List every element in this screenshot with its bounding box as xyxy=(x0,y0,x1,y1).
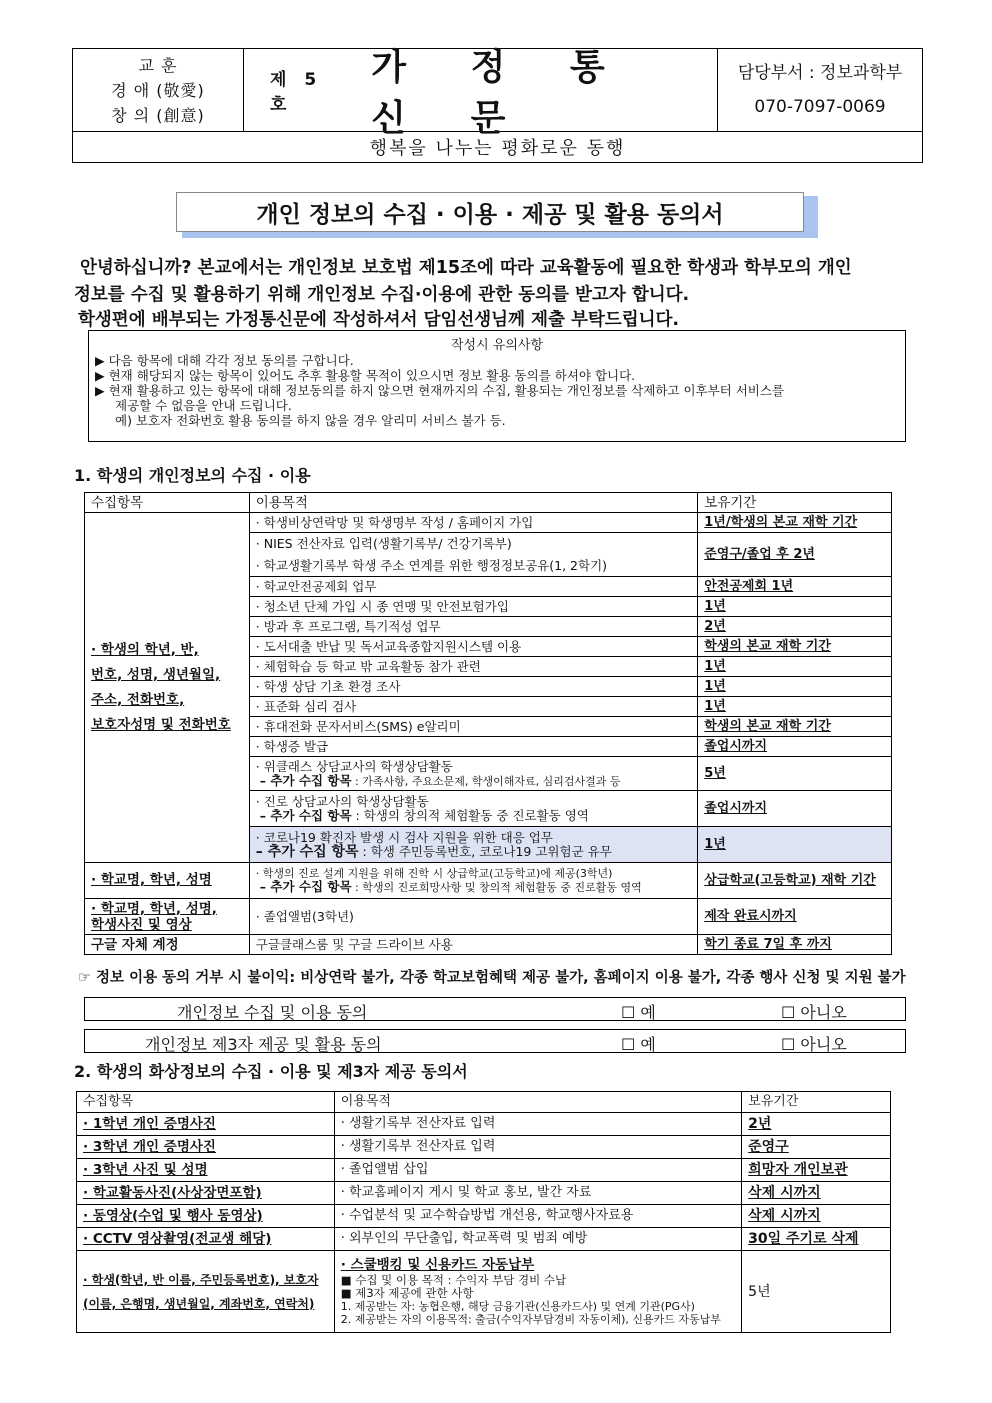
item-cell: · 3학년 사진 및 성명 xyxy=(77,1159,335,1182)
consent-collection-label: 개인정보 수집 및 이용 동의 xyxy=(177,1003,368,1022)
group1-label-2: 번호, 성명, 생년월일, xyxy=(91,666,221,683)
bank-line-4: 2. 제공받는 자의 이용목적: 출금(수익자부담경비 자동이체), 신용카드 자동납부 xyxy=(340,1313,721,1326)
item-cell: · 학교명, 학년, 성명 xyxy=(85,863,250,899)
col-header-item: 수집항목 xyxy=(77,1092,335,1113)
period-cell: 학기 종료 7일 후 까지 xyxy=(698,935,892,955)
group1-label-4: 보호자성명 및 전화번호 xyxy=(91,716,231,733)
period-cell: 졸업시까지 xyxy=(698,737,892,757)
section-2-heading: 2. 학생의 화상정보의 수집 · 이용 및 제3자 제공 동의서 xyxy=(74,1062,468,1081)
table-row xyxy=(77,1113,891,1136)
bank-item-line-1: · 학생(학년, 반 이름, 주민등록번호), 보호자 xyxy=(83,1272,319,1287)
purpose-cell: · 학생증 발급 xyxy=(249,737,697,757)
period-cell: 1년 xyxy=(698,657,892,677)
purpose-cell xyxy=(334,1251,741,1333)
purpose-cell: · 방과 후 프로그램, 특기적성 업무 xyxy=(249,617,697,637)
table-row xyxy=(85,899,892,935)
department-phone: 070-7097-0069 xyxy=(754,97,886,117)
bank-line-1: ■ 수집 및 이용 목적 : 수익자 부담 경비 수납 xyxy=(340,1273,567,1287)
newsletter-title: 가 정 통 신 문 xyxy=(371,46,631,139)
consent-thirdparty-yes-checkbox[interactable]: ☐ 예 xyxy=(621,1035,656,1054)
personal-info-table xyxy=(84,492,892,955)
bank-item-line-2: (이름, 은행명, 생년월일, 계좌번호, 연락처) xyxy=(83,1296,315,1311)
group1-label-1: · 학생의 학년, 반, xyxy=(91,641,199,658)
note-1: ▶ 다음 항목에 대해 각각 정보 동의를 구합니다. xyxy=(95,353,354,368)
item-cell: · CCTV 영상촬영(전교생 해당) xyxy=(77,1228,335,1251)
intro-line-3: 학생편에 배부되는 가정통신문에 작성하셔서 담임선생님께 제출 부탁드립니다. xyxy=(78,310,680,330)
item-cell: · 학교활동사진(사상장면포함) xyxy=(77,1182,335,1205)
col-header-purpose: 이용목적 xyxy=(249,493,697,513)
period-cell: 2년 xyxy=(742,1113,891,1136)
purpose-cell: · 졸업앨범(3학년) xyxy=(249,899,697,935)
group1-items xyxy=(85,513,250,863)
item-line-2: 학생사진 및 영상 xyxy=(91,916,192,933)
section-1-heading: 1. 학생의 개인정보의 수집 · 이용 xyxy=(74,466,311,485)
period-cell: 2년 xyxy=(698,617,892,637)
additional-items-label: – 추가 수집 항목 xyxy=(259,807,352,823)
purpose-cell: · 학교홈페이지 게시 및 학교 홍보, 발간 자료 xyxy=(334,1182,741,1205)
purpose-cell: 구글클래스룸 및 구글 드라이브 사용 xyxy=(249,935,697,955)
purpose-cell: · 외부인의 무단출입, 학교폭력 및 범죄 예방 xyxy=(334,1228,741,1251)
group1-label-3: 주소, 전화번호, xyxy=(91,691,185,708)
period-cell: 준영구/졸업 후 2년 xyxy=(698,533,892,577)
item-line-1: · 학교명, 학년, 성명, xyxy=(91,900,217,917)
period-cell: 1년 xyxy=(698,597,892,617)
additional-items-label: – 추가 수집 항목 xyxy=(259,879,352,894)
bank-line-2: ■ 제3자 제공에 관한 사항 xyxy=(340,1286,474,1300)
purpose-line-1: · 위클래스 상담교사의 학생상담활동 xyxy=(255,758,453,774)
col-header-period: 보유기간 xyxy=(742,1092,891,1113)
table-row xyxy=(77,1228,891,1251)
note-4: 예) 보호자 전화번호 활용 동의를 하지 않을 경우 알리미 서비스 불가 등. xyxy=(115,413,506,428)
period-cell: 삭제 시까지 xyxy=(742,1182,891,1205)
table-row xyxy=(85,513,892,533)
motto-line-1: 경 애 (敬愛) xyxy=(111,80,205,100)
table-header-row xyxy=(77,1092,891,1113)
period-cell: 학생의 본교 재학 기간 xyxy=(698,717,892,737)
col-header-purpose: 이용목적 xyxy=(334,1092,741,1113)
period-cell: 1년/학생의 본교 재학 기간 xyxy=(698,513,892,533)
purpose-line-1: · NIES 전산자료 입력(생활기록부/ 건강기록부) xyxy=(255,535,512,551)
period-cell: 학생의 본교 재학 기간 xyxy=(698,637,892,657)
period-cell: 삭제 시까지 xyxy=(742,1205,891,1228)
table-row xyxy=(77,1205,891,1228)
additional-items-label: – 추가 수집 항목 xyxy=(259,772,352,788)
period-cell: 1년 xyxy=(698,697,892,717)
department-info xyxy=(718,49,922,131)
department-name: 담당부서 : 정보과학부 xyxy=(737,63,903,83)
table-row xyxy=(77,1159,891,1182)
table-row xyxy=(77,1136,891,1159)
item-cell: · 3학년 개인 증명사진 xyxy=(77,1136,335,1159)
period-cell: 안전공제회 1년 xyxy=(698,577,892,597)
intro-line-1: 안녕하십니까? 본교에서는 개인정보 보호법 제15조에 따라 교육활동에 필요한 학생과 학부모의 개인 xyxy=(80,258,852,278)
period-cell: 희망자 개인보관 xyxy=(742,1159,891,1182)
bank-line-3: 1. 제공받는 자: 농협은행, 해당 금융기관(신용카드사) 및 연계 기관(PG사) xyxy=(340,1300,695,1313)
table-row xyxy=(85,935,892,955)
additional-items-text: : 학생의 창의적 체험활동 중 진로활동 영역 xyxy=(351,807,589,823)
period-cell: 상급학교(고등학교) 재학 기간 xyxy=(698,863,892,899)
consent-thirdparty-row xyxy=(84,1029,906,1053)
issue-number: 제 5 호 xyxy=(270,70,323,115)
purpose-cell: · 생활기록부 전산자료 입력 xyxy=(334,1136,741,1159)
col-header-period: 보유기간 xyxy=(698,493,892,513)
refusal-disadvantage-note: ☞ 정보 이용 동의 거부 시 불이익: 비상연락 불가, 각종 학교보험혜택 제공 불가, 홈페이지 이용 불가, 각종 행사 신청 및 지원 불가 xyxy=(78,970,906,986)
purpose-cell: · 도서대출 반납 및 독서교육종합지원시스템 이용 xyxy=(249,637,697,657)
purpose-cell xyxy=(249,827,697,863)
purpose-cell xyxy=(249,791,697,827)
image-info-table xyxy=(76,1091,891,1333)
table-row xyxy=(77,1251,891,1333)
purpose-line-1: · 학생의 진로 설계 지원을 위해 진학 시 상급학교(고등학교)에 제공(3학년) xyxy=(255,867,613,880)
purpose-cell: · 휴대전화 문자서비스(SMS) e알리미 xyxy=(249,717,697,737)
purpose-cell: · 학교안전공제회 업무 xyxy=(249,577,697,597)
purpose-line-1: · 진로 상담교사의 학생상담활동 xyxy=(255,793,429,809)
document-title: 개인 정보의 수집 · 이용 · 제공 및 활용 동의서 xyxy=(176,192,804,232)
period-cell: 1년 xyxy=(698,677,892,697)
period-cell: 준영구 xyxy=(742,1136,891,1159)
purpose-line-2: · 학교생활기록부 학생 주소 연계를 위한 행정정보공유(1, 2학기) xyxy=(255,557,608,573)
col-header-item: 수집항목 xyxy=(85,493,250,513)
purpose-cell: · 수업분석 및 교수학습방법 개선용, 학교행사자료용 xyxy=(334,1205,741,1228)
table-row xyxy=(85,863,892,899)
item-cell: · 1학년 개인 증명사진 xyxy=(77,1113,335,1136)
additional-items-text: : 학생의 진로희망사항 및 창의적 체험활동 중 진로활동 영역 xyxy=(351,881,642,894)
school-motto xyxy=(73,49,244,131)
school-slogan: 행복을 나누는 평화로운 동행 xyxy=(369,137,626,159)
motto-title: 교 훈 xyxy=(138,55,178,75)
newsletter-header xyxy=(72,48,923,163)
purpose-cell: · 표준화 심리 검사 xyxy=(249,697,697,717)
purpose-cell xyxy=(249,863,697,899)
writing-notes-box xyxy=(88,330,906,442)
consent-collection-yes-checkbox[interactable]: ☐ 예 xyxy=(621,1003,656,1022)
note-2: ▶ 현재 해당되지 않는 항목이 있어도 추후 활용할 목적이 있으시면 정보 활용 동의를 하셔야 합니다. xyxy=(95,368,636,383)
table-header-row xyxy=(85,493,892,513)
motto-line-2: 창 의 (創意) xyxy=(111,105,205,125)
item-cell xyxy=(85,899,250,935)
period-cell: 졸업시까지 xyxy=(698,791,892,827)
purpose-cell: · 생활기록부 전산자료 입력 xyxy=(334,1113,741,1136)
bank-title: · 스쿨뱅킹 및 신용카드 자동납부 xyxy=(340,1257,535,1273)
purpose-cell xyxy=(249,533,697,577)
additional-items-text: : 학생 주민등록번호, 코로나19 고위험군 유무 xyxy=(358,843,612,859)
purpose-line-1: · 코로나19 확진자 발생 시 검사 지원을 위한 대응 업무 xyxy=(255,829,553,845)
item-cell: · 동영상(수업 및 행사 동영상) xyxy=(77,1205,335,1228)
table-row xyxy=(77,1182,891,1205)
purpose-cell xyxy=(249,757,697,791)
item-cell xyxy=(77,1251,335,1333)
item-cell: 구글 자체 계정 xyxy=(85,935,250,955)
intro-line-2: 정보를 수집 및 활용하기 위해 개인정보 수집·이용에 관한 동의를 받고자 합니다. xyxy=(74,285,690,305)
consent-collection-row xyxy=(84,997,906,1021)
purpose-cell: · 청소년 단체 가입 시 종 연맹 및 안전보험가입 xyxy=(249,597,697,617)
note-3-cont: 제공할 수 없음을 안내 드립니다. xyxy=(115,398,292,413)
period-cell: 5년 xyxy=(698,757,892,791)
notes-title: 작성시 유의사항 xyxy=(450,338,544,353)
consent-collection-no-checkbox[interactable]: ☐ 아니오 xyxy=(781,1003,847,1022)
purpose-cell: · 학생비상연락망 및 학생명부 작성 / 홈페이지 가입 xyxy=(249,513,697,533)
purpose-cell: · 학생 상담 기초 환경 조사 xyxy=(249,677,697,697)
period-cell: 1년 xyxy=(698,827,892,863)
note-3: ▶ 현재 활용하고 있는 항목에 대해 정보동의를 하지 않으면 현재까지의 수집, 활용되는 개인정보를 삭제하고 이후부터 서비스를 xyxy=(95,383,785,398)
purpose-cell: · 체험학습 등 학교 밖 교육활동 참가 관련 xyxy=(249,657,697,677)
consent-thirdparty-no-checkbox[interactable]: ☐ 아니오 xyxy=(781,1035,847,1054)
period-cell: 30일 주기로 삭제 xyxy=(742,1228,891,1251)
additional-items-label: – 추가 수집 항목 xyxy=(255,843,359,860)
period-cell: 5년 xyxy=(742,1251,891,1333)
consent-thirdparty-label: 개인정보 제3자 제공 및 활용 동의 xyxy=(145,1035,382,1054)
purpose-cell: · 졸업앨범 삽입 xyxy=(334,1159,741,1182)
additional-items-text: : 가족사항, 주요소문제, 학생이해자료, 심리검사결과 등 xyxy=(351,774,621,788)
period-cell: 제작 완료시까지 xyxy=(698,899,892,935)
